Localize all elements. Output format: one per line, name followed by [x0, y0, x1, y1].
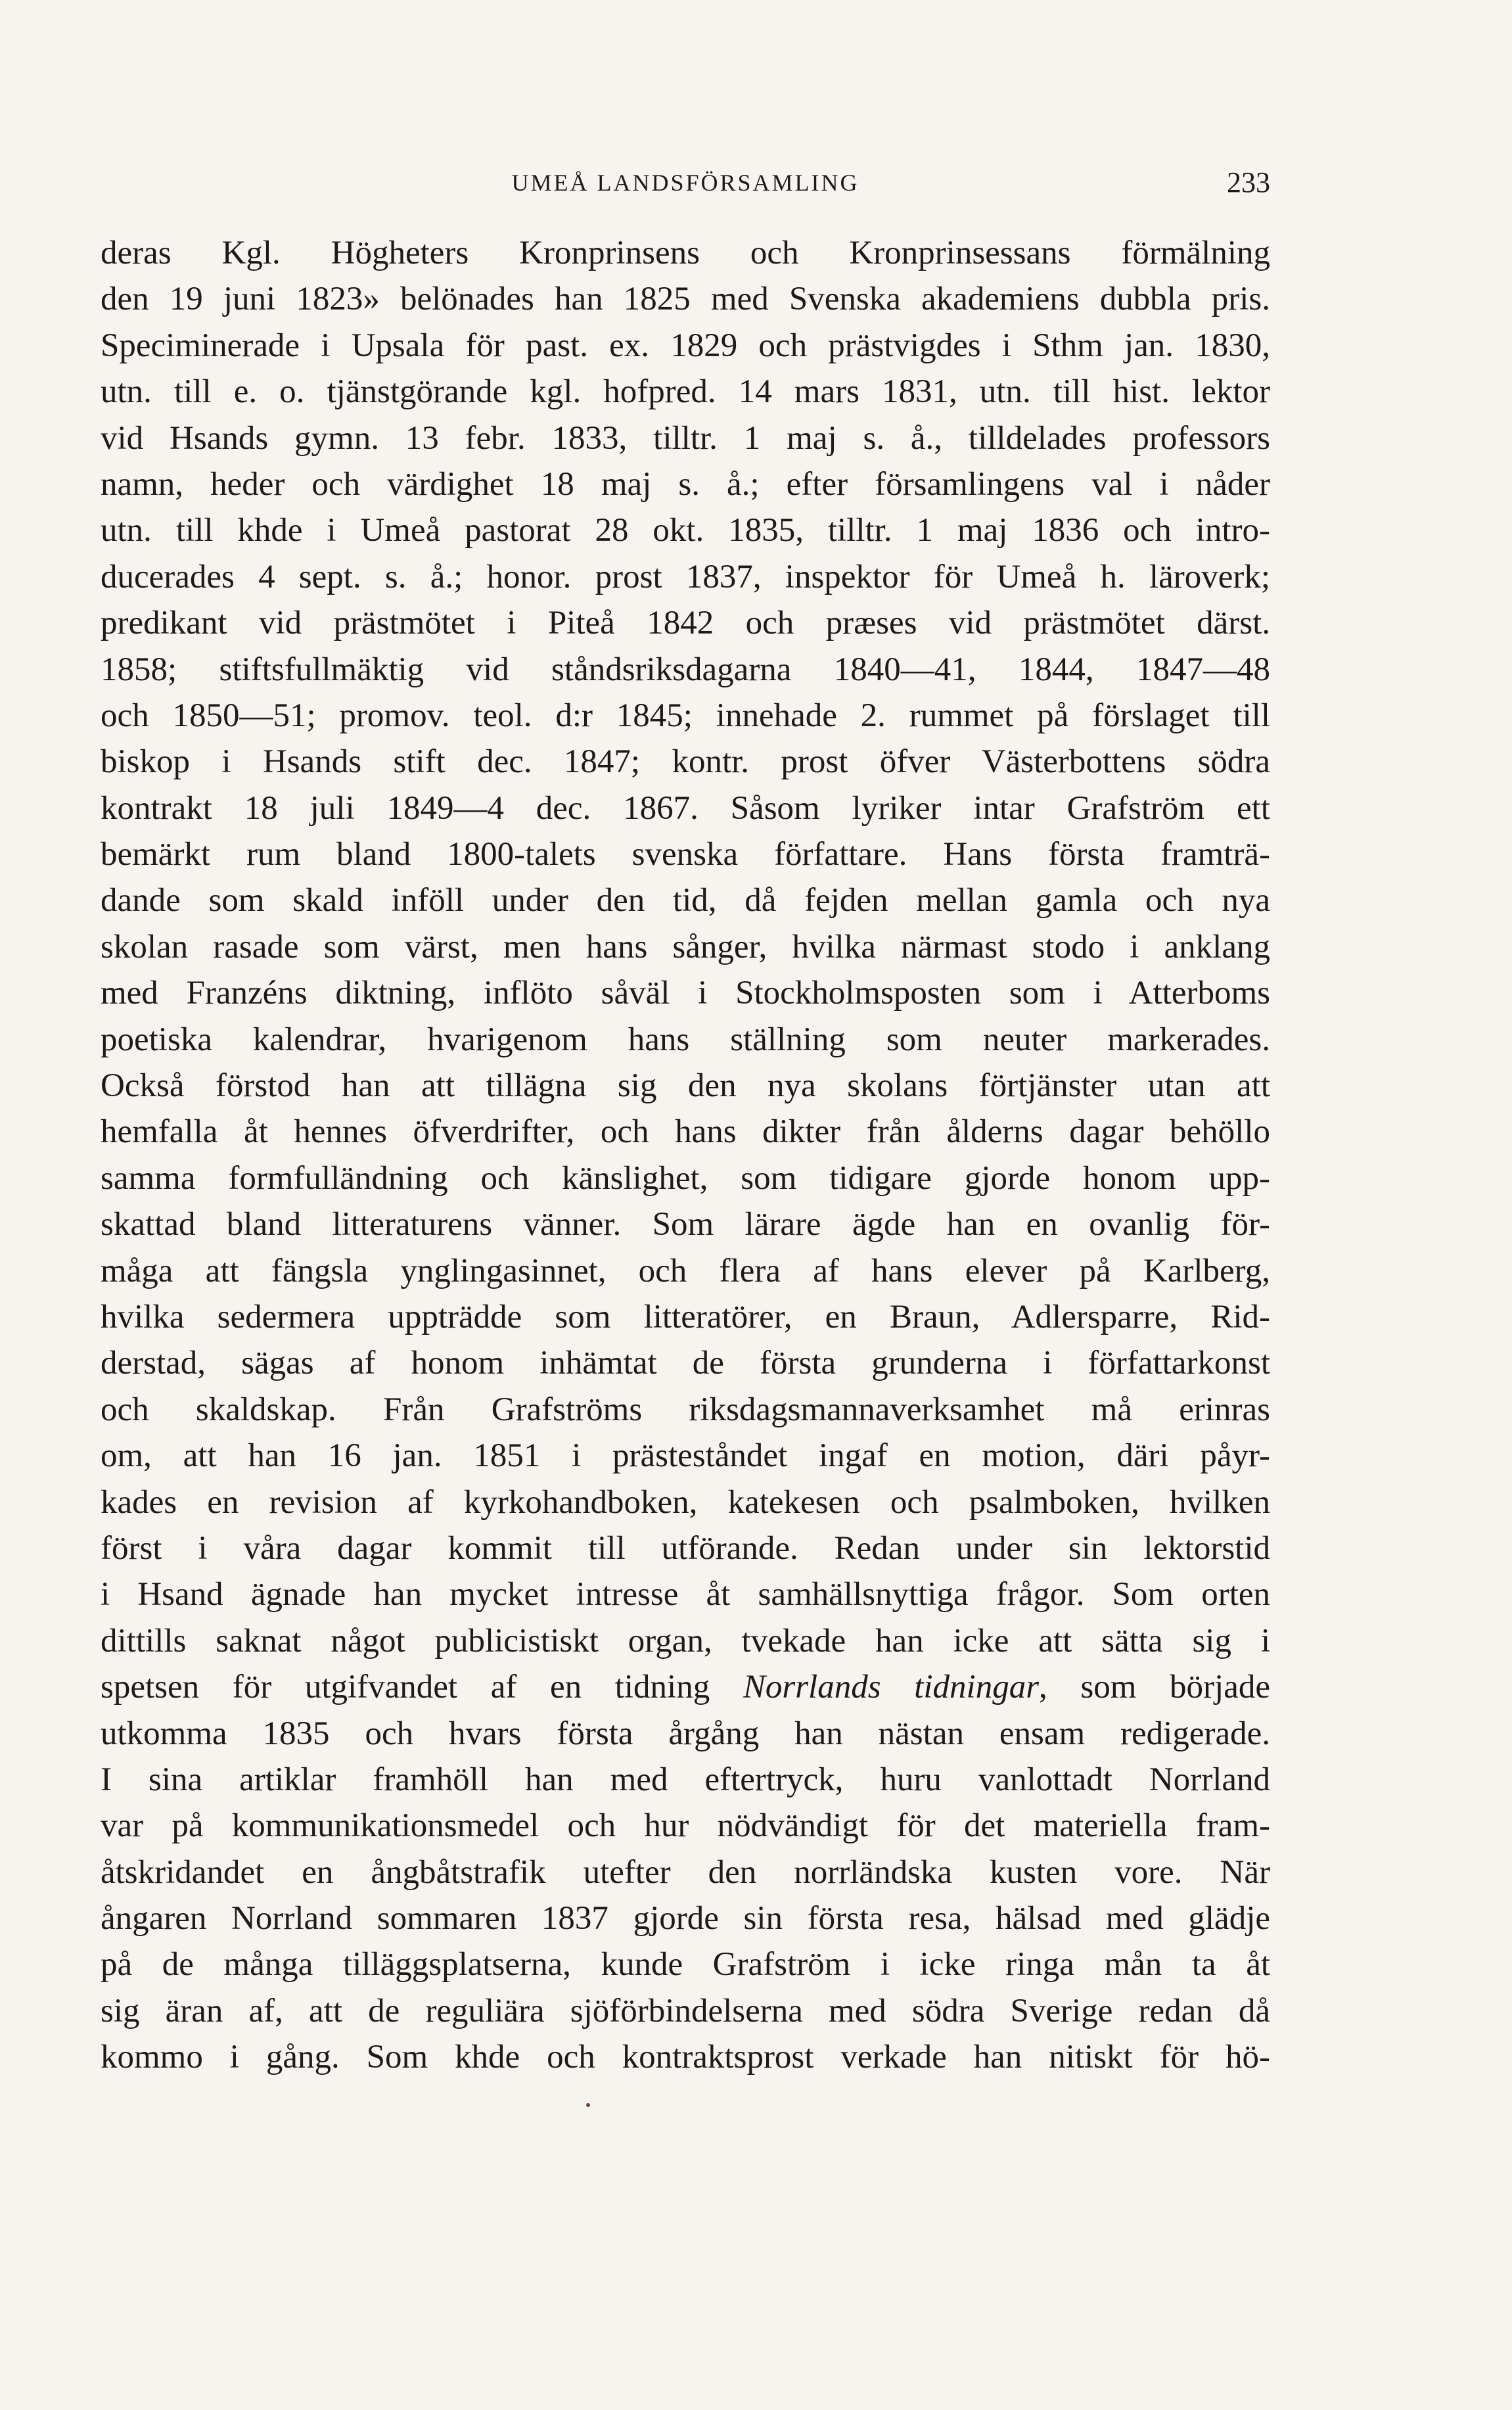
text-line: utkomma 1835 och hvars första årgång han nästan ensam redigerade.	[101, 1715, 1270, 1752]
text-line: hemfalla åt hennes öfverdrifter, och hans dikter från ålderns dagar behöllo	[101, 1113, 1270, 1151]
text-line: bemärkt rum bland 1800-talets svenska författare. Hans första framträ-	[101, 836, 1270, 873]
running-title: UMEÅ LANDSFÖRSAMLING	[511, 170, 859, 196]
text-line: 1858; stiftsfullmäktig vid ståndsriksdagarna 1840—41, 1844, 1847—48	[101, 651, 1270, 688]
running-head	[101, 163, 1270, 202]
text-line: ångaren Norrland sommaren 1837 gjorde sin första resa, hälsad med glädje	[101, 1900, 1270, 1937]
text-line: biskop i Hsands stift dec. 1847; kontr. prost öfver Västerbottens södra	[101, 743, 1270, 781]
text-line: utn. till khde i Umeå pastorat 28 okt. 1835, tilltr. 1 maj 1836 och intro-	[101, 512, 1270, 549]
text-line: namn, heder och värdighet 18 maj s. å.; efter församlingens val i nåder	[101, 465, 1270, 503]
text-line: vid Hsands gymn. 13 febr. 1833, tilltr. 1 maj s. å., tilldelades professors	[101, 419, 1270, 457]
text-line: först i våra dagar kommit till utförande. Redan under sin lektorstid	[101, 1529, 1270, 1567]
text-line: och 1850—51; promov. teol. d:r 1845; innehade 2. rummet på förslaget till	[101, 697, 1270, 734]
text-line: samma formfulländning och känslighet, som tidigare gjorde honom upp-	[101, 1159, 1270, 1197]
text-line: dande som skald inföll under den tid, då fejden mellan gamla och nya	[101, 882, 1270, 919]
text-line: derstad, sägas af honom inhämtat de första grunderna i författarkonst	[101, 1345, 1270, 1382]
text-line: sig äran af, att de reguliära sjöförbindelserna med södra Sverige redan då	[101, 1992, 1270, 2029]
body-text	[101, 230, 1270, 2081]
text-line: och skaldskap. Från Grafströms riksdagsmannaverksamhet må erinras	[101, 1391, 1270, 1428]
text-line: dittills saknat något publicistiskt organ, tvekade han icke att sätta sig i	[101, 1622, 1270, 1659]
text-line: skolan rasade som värst, men hans sånger, hvilka närmast stodo i anklang	[101, 928, 1270, 965]
text-line: hvilka sedermera uppträdde som litteratörer, en Braun, Adlersparre, Rid-	[101, 1298, 1270, 1335]
text-line: åtskridandet en ångbåtstrafik utefter den norrländska kusten vore. När	[101, 1853, 1270, 1891]
text-line: på de många tilläggsplatserna, kunde Grafström i icke ringa mån ta åt	[101, 1946, 1270, 1983]
text-line: i Hsand ägnade han mycket intresse åt samhällsnyttiga frågor. Som orten	[101, 1576, 1270, 1613]
text-line: kommo i gång. Som khde och kontraktsprost verkade han nitiskt för hö-	[101, 2039, 1270, 2076]
text-line: skattad bland litteraturens vänner. Som lärare ägde han en ovanlig för-	[101, 1206, 1270, 1243]
text-line: Speciminerade i Upsala för past. ex. 1829 och prästvigdes i Sthm jan. 1830,	[101, 327, 1270, 364]
text-line: predikant vid prästmötet i Piteå 1842 och præses vid prästmötet därst.	[101, 605, 1270, 642]
text-line: spetsen för utgifvandet af en tidning Norrlands tidningar, som började	[101, 1669, 1270, 1706]
text-line: var på kommunikationsmedel och hur nödvändigt för det materiella fram-	[101, 1807, 1270, 1845]
text-line: kades en revision af kyrkohandboken, katekesen och psalmboken, hvilken	[101, 1483, 1270, 1521]
page-number: 233	[1227, 166, 1270, 198]
text-line: utn. till e. o. tjänstgörande kgl. hofpred. 14 mars 1831, utn. till hist. lektor	[101, 373, 1270, 411]
text-line: med Franzéns diktning, inflöto såväl i Stockholmsposten som i Atterboms	[101, 975, 1270, 1012]
text-line: måga att fängsla ynglingasinnet, och flera af hans elever på Karlberg,	[101, 1252, 1270, 1289]
newspaper-title: Norrlands tidningar	[743, 1669, 1040, 1706]
text-line: den 19 juni 1823» belönades han 1825 med Svenska akademiens dubbla pris.	[101, 281, 1270, 318]
print-speck	[586, 2103, 590, 2107]
text-line: ducerades 4 sept. s. å.; honor. prost 1837, inspektor för Umeå h. läroverk;	[101, 558, 1270, 595]
text-line: Också förstod han att tillägna sig den nya skolans förtjänster utan att	[101, 1067, 1270, 1105]
text-line: kontrakt 18 juli 1849—4 dec. 1867. Såsom lyriker intar Grafström ett	[101, 789, 1270, 827]
text-line: poetiska kalendrar, hvarigenom hans ställning som neuter markerades.	[101, 1021, 1270, 1058]
text-line: deras Kgl. Högheters Kronprinsens och Kronprinsessans förmälning	[101, 235, 1270, 271]
text-line: om, att han 16 jan. 1851 i prästeståndet ingaf en motion, däri påyr-	[101, 1437, 1270, 1475]
text-line: I sina artiklar framhöll han med eftertryck, huru vanlottadt Norrland	[101, 1761, 1270, 1798]
